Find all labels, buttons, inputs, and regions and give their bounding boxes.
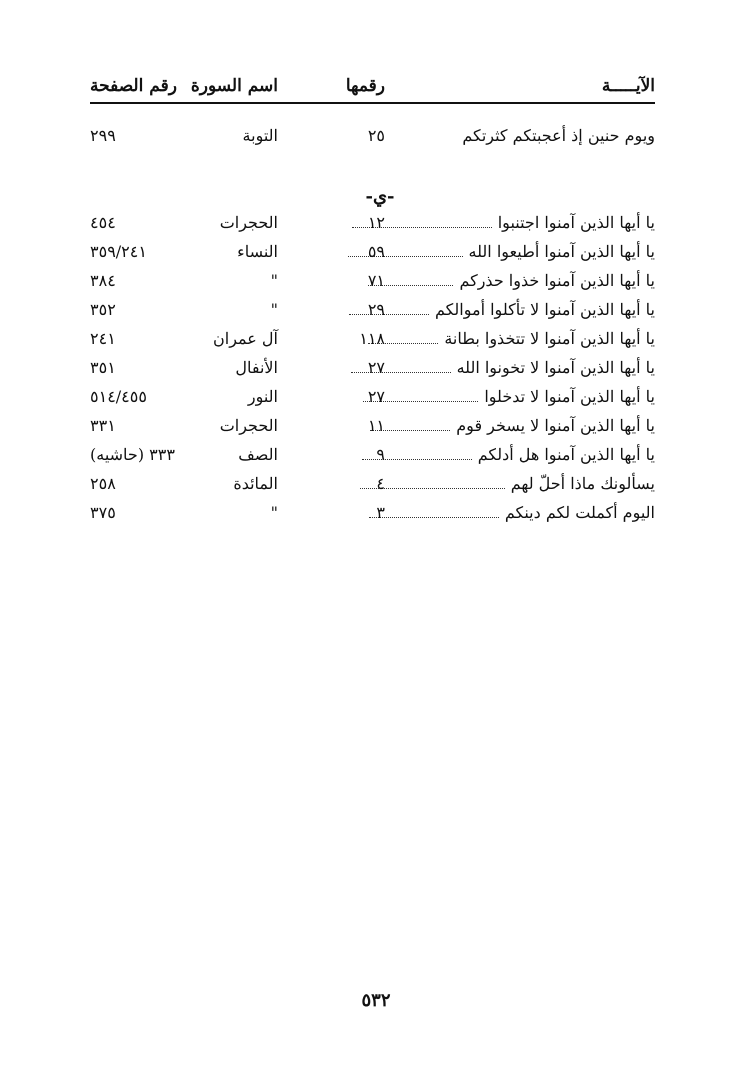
- table-row: [90, 211, 655, 239]
- ayah-text: اليوم أكملت لكم دينكم: [504, 503, 655, 522]
- table-row: [90, 385, 655, 413]
- ayah-number: ٢٥: [367, 126, 385, 145]
- table-row: [90, 356, 655, 384]
- page-ref: ٢٥٨: [90, 474, 116, 493]
- page-ref: ٣٥٩/٢٤١: [90, 242, 147, 261]
- table-row: [90, 269, 655, 297]
- surah-name: الحجرات: [219, 213, 278, 232]
- ayah-number: ٢٧: [367, 387, 385, 406]
- ayah-text: يا أيها الذين آمنوا هل أدلكم: [477, 445, 655, 464]
- ayah-number: ٩: [376, 445, 385, 464]
- page-ref: ٣٥١: [90, 358, 116, 377]
- header-number: رقمها: [345, 76, 385, 96]
- surah-name: النساء: [237, 242, 278, 261]
- ayah-number: ٣: [376, 503, 385, 522]
- page-ref: ٢٤١: [90, 329, 116, 348]
- page-ref: ٣٨٤: [90, 271, 116, 290]
- ayah-number: ٤: [376, 474, 385, 493]
- surah-name: الأنفال: [235, 358, 278, 377]
- table-row: [90, 443, 655, 471]
- ayah-number: ٧١: [367, 271, 385, 290]
- ayah-number: ٢٧: [367, 358, 385, 377]
- surah-name: ": [270, 503, 278, 522]
- table-row: [90, 472, 655, 500]
- surah-name: النور: [247, 387, 278, 406]
- ayah-number: ١٢: [367, 213, 385, 232]
- table-row: [90, 414, 655, 442]
- table-row: [90, 124, 655, 152]
- ayah-number: ١١٨: [359, 329, 385, 348]
- ayah-number: ٢٩: [367, 300, 385, 319]
- ayah-text: يسألونك ماذا أحلّ لهم: [510, 474, 655, 493]
- surah-name: الصف: [238, 445, 278, 464]
- surah-name: ": [270, 271, 278, 290]
- ayah-text: يا أيها الذين آمنوا لا تدخلوا: [484, 387, 655, 406]
- leader-dots: [369, 505, 499, 518]
- ayah-text: يا أيها الذين آمنوا لا تخونوا الله: [456, 358, 655, 377]
- page-ref: ٣٣١: [90, 416, 116, 435]
- surah-name: المائدة: [233, 474, 278, 493]
- surah-name: ": [270, 300, 278, 319]
- page-ref: ٥١٤/٤٥٥: [90, 387, 147, 406]
- ayah-text: يا أيها الذين آمنوا خذوا حذركم: [459, 271, 655, 290]
- header-page: رقم الصفحة: [90, 76, 177, 96]
- ayah-text: ويوم حنين إذ أعجبتكم كثرتكم: [462, 126, 655, 145]
- table-row: [90, 501, 655, 529]
- ayah-number: ١١: [367, 416, 385, 435]
- ayah-text: يا أيها الذين آمنوا أطيعوا الله: [468, 242, 655, 261]
- ayah-text: يا أيها الذين آمنوا لا يسخر قوم: [456, 416, 655, 435]
- ayah-number: ٥٩: [367, 242, 385, 261]
- page-ref: ٣٥٢: [90, 300, 116, 319]
- surah-name: آل عمران: [213, 329, 278, 348]
- table-row: [90, 240, 655, 268]
- ayah-text: يا أيها الذين آمنوا اجتنبوا: [497, 213, 655, 232]
- header-ayah: الآيـــــة: [601, 76, 655, 96]
- header-surah: اسم السورة: [190, 76, 278, 96]
- ayah-text: يا أيها الذين آمنوا لا تأكلوا أموالكم: [434, 300, 655, 319]
- ayah-text: يا أيها الذين آمنوا لا تتخذوا بطانة: [444, 329, 655, 348]
- page-ref: ٣٣٣ (حاشيه): [90, 445, 175, 464]
- page-number: ٥٣٢: [361, 990, 391, 1011]
- surah-name: التوبة: [242, 126, 278, 145]
- table-row: [90, 298, 655, 326]
- page-ref: ٣٧٥: [90, 503, 116, 522]
- table-header: [90, 72, 655, 104]
- page-ref: ٢٩٩: [90, 126, 116, 145]
- page-ref: ٤٥٤: [90, 213, 116, 232]
- section-letter: -ي-: [365, 186, 395, 207]
- table-row: [90, 327, 655, 355]
- surah-name: الحجرات: [219, 416, 278, 435]
